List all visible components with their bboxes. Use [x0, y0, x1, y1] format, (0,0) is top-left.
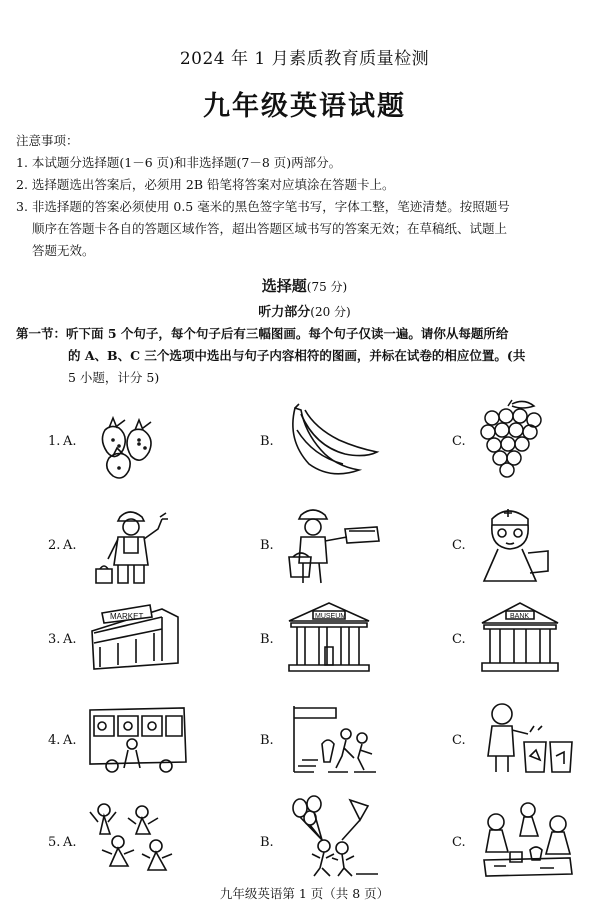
- market-icon[interactable]: [88, 603, 183, 679]
- bananas-icon[interactable]: [285, 400, 380, 484]
- bank-sign: BANK: [510, 613, 530, 620]
- question-1-number: 1.: [48, 434, 61, 449]
- instruction-line-3: 5 小题，计分 5): [68, 370, 160, 385]
- q2-option-b-label[interactable]: B.: [260, 538, 274, 553]
- q1-option-a-label[interactable]: A.: [63, 434, 77, 449]
- worker-icon[interactable]: [90, 505, 180, 591]
- postman-icon[interactable]: [285, 505, 380, 591]
- bus-icon[interactable]: [88, 702, 188, 780]
- q2-option-c-label[interactable]: C.: [452, 538, 466, 553]
- instruction-line-2: 的 A、B、C 三个选项中选出与句子内容相符的图画，并标在试卷的相应位置。(共: [68, 348, 526, 363]
- q5-option-c-label[interactable]: C.: [452, 835, 466, 850]
- market-sign: MARKET: [110, 612, 144, 621]
- q3-option-a-label[interactable]: A.: [63, 632, 77, 647]
- question-3-number: 3.: [48, 632, 61, 647]
- q5-option-a-label[interactable]: A.: [63, 835, 77, 850]
- note-item-1: 1. 本试题分选择题(1－6 页)和非选择题(7－8 页)两部分。: [16, 155, 342, 170]
- note-item-3-end: 答题无效。: [32, 243, 95, 258]
- q1-option-c-label[interactable]: C.: [452, 434, 466, 449]
- q3-option-b-label[interactable]: B.: [260, 632, 274, 647]
- section-score: (75 分): [306, 280, 348, 294]
- crosswalk-icon[interactable]: [288, 700, 380, 780]
- dancing-icon[interactable]: [88, 798, 178, 882]
- note-item-3: 3. 非选择题的答案必须使用 0.5 毫米的黑色签字笔书写，字体工整，笔迹清楚。按照题号: [16, 199, 510, 214]
- museum-sign: MUSEUM: [315, 613, 347, 620]
- strawberries-icon[interactable]: [95, 400, 175, 484]
- exam-title: 2024 年 1 月素质教育质量检测: [179, 49, 430, 69]
- note-item-2: 2. 选择题选出答案后，必须用 2B 铅笔将答案对应填涂在答题卡上。: [16, 177, 395, 192]
- recycling-icon[interactable]: [484, 700, 574, 780]
- section-title-text: 选择题: [261, 277, 307, 295]
- q2-option-a-label[interactable]: A.: [63, 538, 77, 553]
- listening-score: (20 分): [310, 305, 351, 319]
- balloons-icon[interactable]: [288, 796, 380, 882]
- question-5-number: 5.: [48, 835, 61, 850]
- q3-option-c-label[interactable]: C.: [452, 632, 466, 647]
- instruction-line-1: 听下面 5 个句子，每个句子后有三幅图画。每个句子仅读一遍。请你从每题所给: [66, 326, 509, 341]
- note-item-3-cont: 顺序在答题卡各自的答题区域作答，超出答题区域书写的答案无效；在草稿纸、试题上: [32, 221, 508, 236]
- instruction-block: [16, 323, 601, 389]
- notes-heading: 注意事项：: [16, 133, 79, 148]
- question-4-number: 4.: [48, 733, 61, 748]
- nurse-icon[interactable]: [478, 503, 553, 589]
- grapes-icon[interactable]: [478, 398, 548, 482]
- q1-option-b-label[interactable]: B.: [260, 434, 274, 449]
- museum-icon[interactable]: [285, 601, 373, 679]
- page-footer: 九年级英语第 1 页（共 8 页）: [219, 886, 390, 901]
- bank-icon[interactable]: [478, 601, 563, 679]
- question-2-number: 2.: [48, 538, 61, 553]
- q5-option-b-label[interactable]: B.: [260, 835, 274, 850]
- q4-option-a-label[interactable]: A.: [63, 733, 77, 748]
- q4-option-c-label[interactable]: C.: [452, 733, 466, 748]
- section-title: [0, 275, 609, 296]
- instruction-label: 第一节：: [16, 326, 67, 341]
- listening-title: [0, 301, 609, 320]
- subject-title: 九年级英语试题: [203, 91, 406, 122]
- listening-title-text: 听力部分: [258, 305, 311, 320]
- q4-option-b-label[interactable]: B.: [260, 733, 274, 748]
- notes-section: [16, 130, 596, 262]
- picnic-icon[interactable]: [480, 800, 575, 882]
